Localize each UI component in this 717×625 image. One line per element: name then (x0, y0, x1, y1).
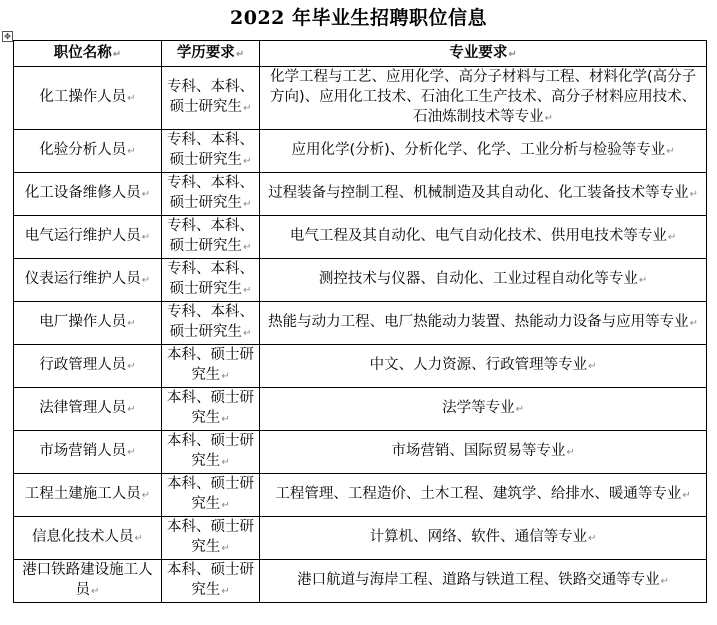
cell-position: 行政管理人员↵ (14, 345, 162, 388)
page-title: 2022 年毕业生招聘职位信息 (230, 7, 487, 29)
cell-major: 中文、人力资源、行政管理等专业↵ (260, 345, 707, 388)
table-row (14, 517, 707, 560)
cell-position: 化工操作人员↵ (14, 67, 162, 130)
cell-position: 市场营销人员↵ (14, 431, 162, 474)
cell-education: 专科、本科、硕士研究生↵ (161, 173, 259, 216)
table-row (14, 259, 707, 302)
cell-major: 电气工程及其自动化、电气自动化技术、供用电技术等专业↵ (260, 216, 707, 259)
cell-position: 电气运行维护人员↵ (14, 216, 162, 259)
cell-education: 本科、硕士研究生↵ (161, 560, 259, 603)
cell-position: 电厂操作人员↵ (14, 302, 162, 345)
cell-position: 港口铁路建设施工人员↵ (14, 560, 162, 603)
table-header-row (14, 41, 707, 67)
cell-education: 专科、本科、硕士研究生↵ (161, 216, 259, 259)
cell-major: 应用化学(分析)、分析化学、化学、工业分析与检验等专业↵ (260, 130, 707, 173)
header-position: 职位名称↵ (14, 41, 162, 67)
cell-education: 专科、本科、硕士研究生↵ (161, 259, 259, 302)
cell-position: 仪表运行维护人员↵ (14, 259, 162, 302)
cell-education: 本科、硕士研究生↵ (161, 388, 259, 431)
table-move-handle-icon[interactable]: ✥ (2, 31, 13, 42)
table-row (14, 474, 707, 517)
cell-major: 市场营销、国际贸易等专业↵ (260, 431, 707, 474)
cell-position: 信息化技术人员↵ (14, 517, 162, 560)
table-row (14, 345, 707, 388)
cell-education: 专科、本科、硕士研究生↵ (161, 130, 259, 173)
cell-major: 测控技术与仪器、自动化、工业过程自动化等专业↵ (260, 259, 707, 302)
cell-position: 工程土建施工人员↵ (14, 474, 162, 517)
header-major: 专业要求↵ (260, 41, 707, 67)
cell-education: 本科、硕士研究生↵ (161, 345, 259, 388)
cell-major: 工程管理、工程造价、土木工程、建筑学、给排水、暖通等专业↵ (260, 474, 707, 517)
cell-education: 本科、硕士研究生↵ (161, 517, 259, 560)
cell-education: 专科、本科、硕士研究生↵ (161, 67, 259, 130)
job-table (13, 40, 707, 603)
cell-education: 专科、本科、硕士研究生↵ (161, 302, 259, 345)
table-row (14, 216, 707, 259)
cell-education: 本科、硕士研究生↵ (161, 474, 259, 517)
table-row (14, 173, 707, 216)
cell-major: 计算机、网络、软件、通信等专业↵ (260, 517, 707, 560)
cell-education: 本科、硕士研究生↵ (161, 431, 259, 474)
cell-major: 过程装备与控制工程、机械制造及其自动化、化工装备技术等专业↵ (260, 173, 707, 216)
cell-position: 化工设备维修人员↵ (14, 173, 162, 216)
cell-major: 化学工程与工艺、应用化学、高分子材料与工程、材料化学(高分子方向)、应用化工技术、石油化工生产技术、高分子材料应用技术、石油炼制技术等专业↵ (260, 67, 707, 130)
cell-major: 港口航道与海岸工程、道路与铁道工程、铁路交通等专业↵ (260, 560, 707, 603)
cell-major: 法学等专业↵ (260, 388, 707, 431)
cell-major: 热能与动力工程、电厂热能动力装置、热能动力设备与应用等专业↵ (260, 302, 707, 345)
table-row (14, 67, 707, 130)
table-row (14, 431, 707, 474)
cell-position: 法律管理人员↵ (14, 388, 162, 431)
table-row (14, 302, 707, 345)
table-row (14, 388, 707, 431)
table-row (14, 130, 707, 173)
header-education: 学历要求↵ (161, 41, 259, 67)
cell-position: 化验分析人员↵ (14, 130, 162, 173)
table-row (14, 560, 707, 603)
